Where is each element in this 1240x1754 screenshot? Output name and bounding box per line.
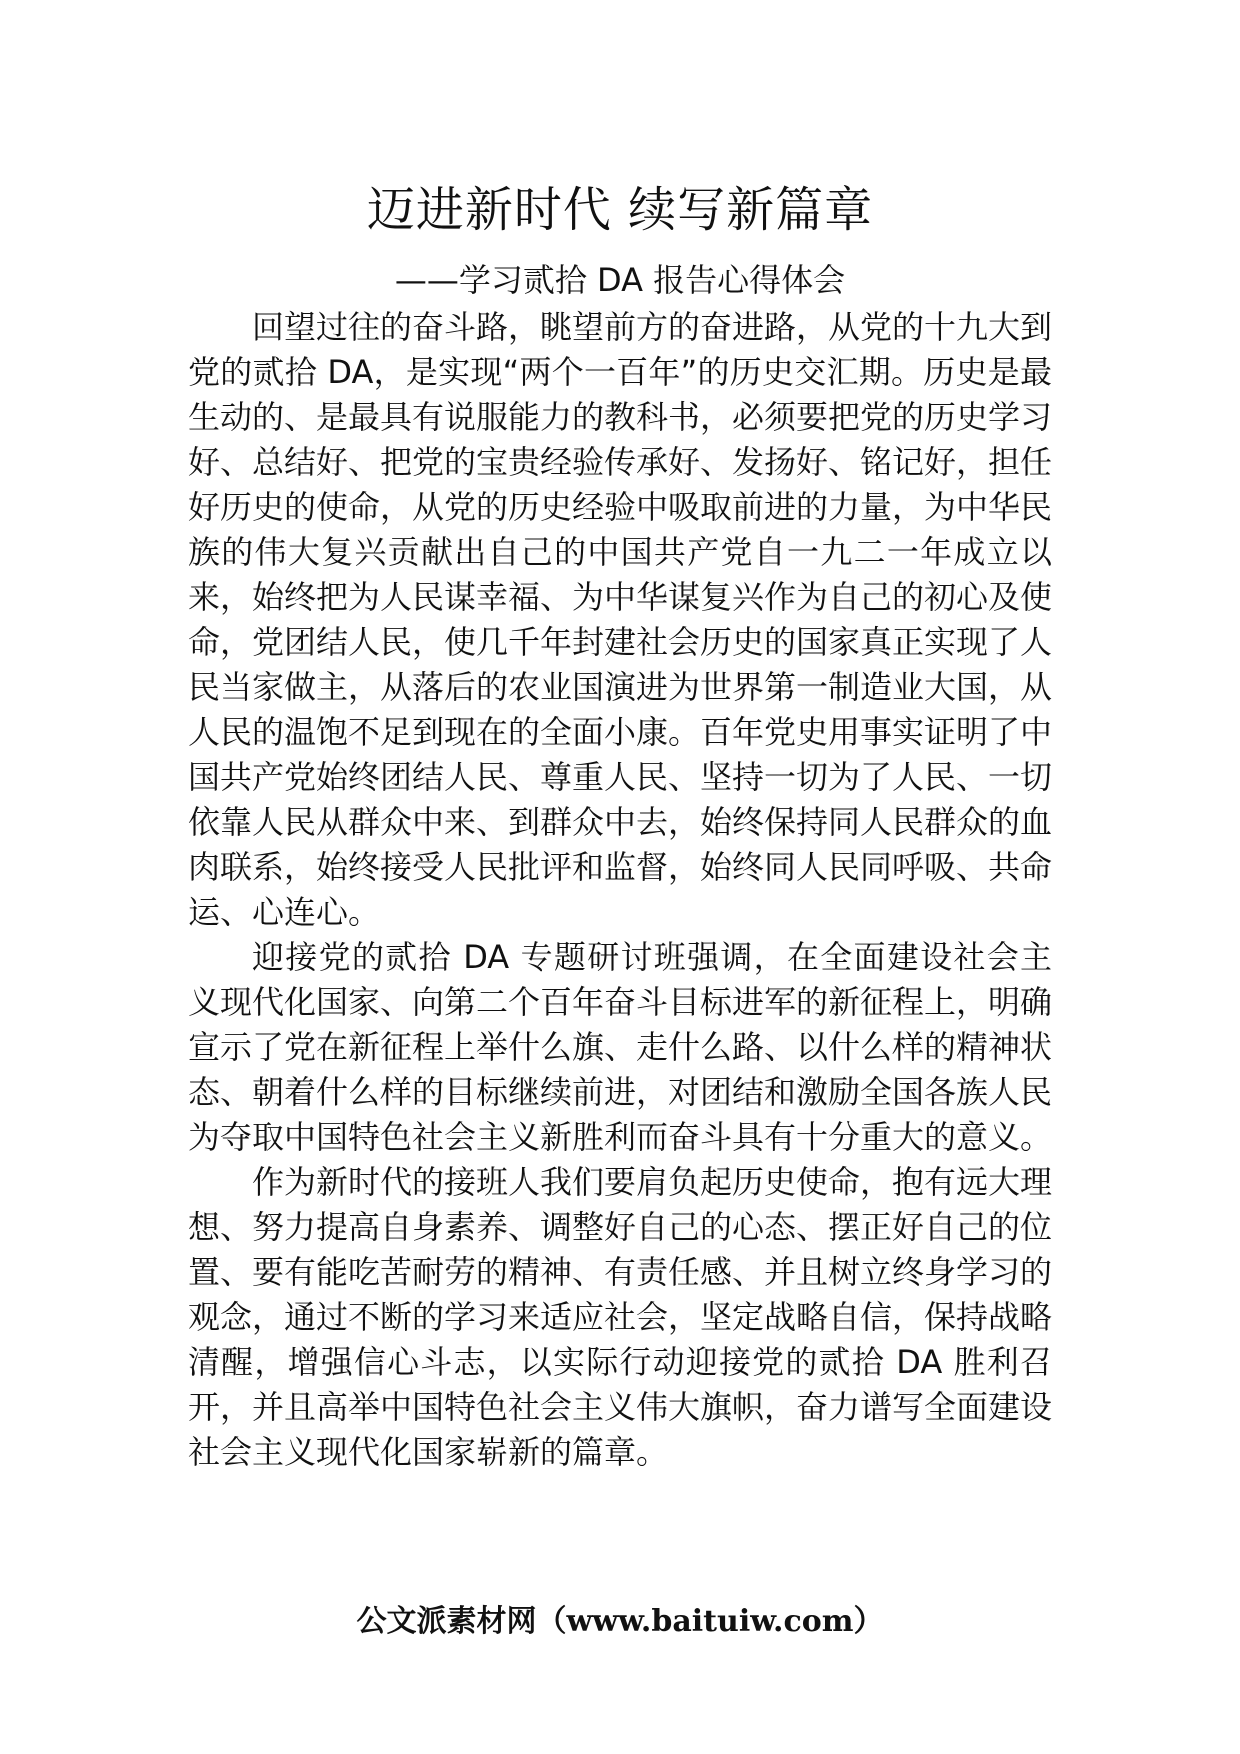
paragraph-3: 作为新时代的接班人我们要肩负起历史使命，抱有远大理想、努力提高自身素养、调整好自己的心态、摆正好自己的位置、要有能吃苦耐劳的精神、有责任感、并且树立终身学习的观念，通过不断的学习来适应社会，坚定战略自信，保持战略清醒，增强信心斗志，以实际行动迎接党的贰拾 DA 胜利召开，并且高举中国特色社会主义伟大旗帜，奋力谱写全面建设社会主义现代化国家崭新的篇章。 — [188, 1163, 1053, 1471]
paragraph-1: 回望过往的奋斗路，眺望前方的奋进路，从党的十九大到党的贰拾 DA，是实现“两个一百年”的历史交汇期。历史是最生动的、是最具有说服能力的教科书，必须要把党的历史学习好、总结好、把党的宝贵经验传承好、发扬好、铭记好，担任好历史的使命，从党的历史经验中吸取前进的力量，为中华民族的伟大复兴贡献出自己的中国共产党自一九二一年成立以来，始终把为人民谋幸福、为中华谋复兴作为自己的初心及使命，党团结人民，使几千年封建社会历史的国家真正实现了人民当家做主，从落后的农业国演进为世界第一制造业大国，从人民的温饱不足到现在的全面小康。百年党史用事实证明了中国共产党始终团结人民、尊重人民、坚持一切为了人民、一切依靠人民从群众中来、到群众中去，始终保持同人民群众的血肉联系，始终接受人民批评和监督，始终同人民同呼吸、共命运、心连心。 — [188, 308, 1053, 931]
document-title: 迈进新时代 续写新篇章 — [366, 182, 874, 238]
document-body — [188, 305, 1052, 1475]
source-footer: 公文派素材网（www.baituiw.com） — [356, 1604, 884, 1639]
document-subtitle: ——学习贰拾 DA 报告心得体会 — [394, 261, 846, 299]
paragraph-2: 迎接党的贰拾 DA 专题研讨班强调，在全面建设社会主义现代化国家、向第二个百年奋斗目标进军的新征程上，明确宣示了党在新征程上举什么旗、走什么路、以什么样的精神状态、朝着什么样的目标继续前进，对团结和激励全国各族人民为夺取中国特色社会主义新胜利而奋斗具有十分重大的意义。 — [188, 938, 1053, 1156]
